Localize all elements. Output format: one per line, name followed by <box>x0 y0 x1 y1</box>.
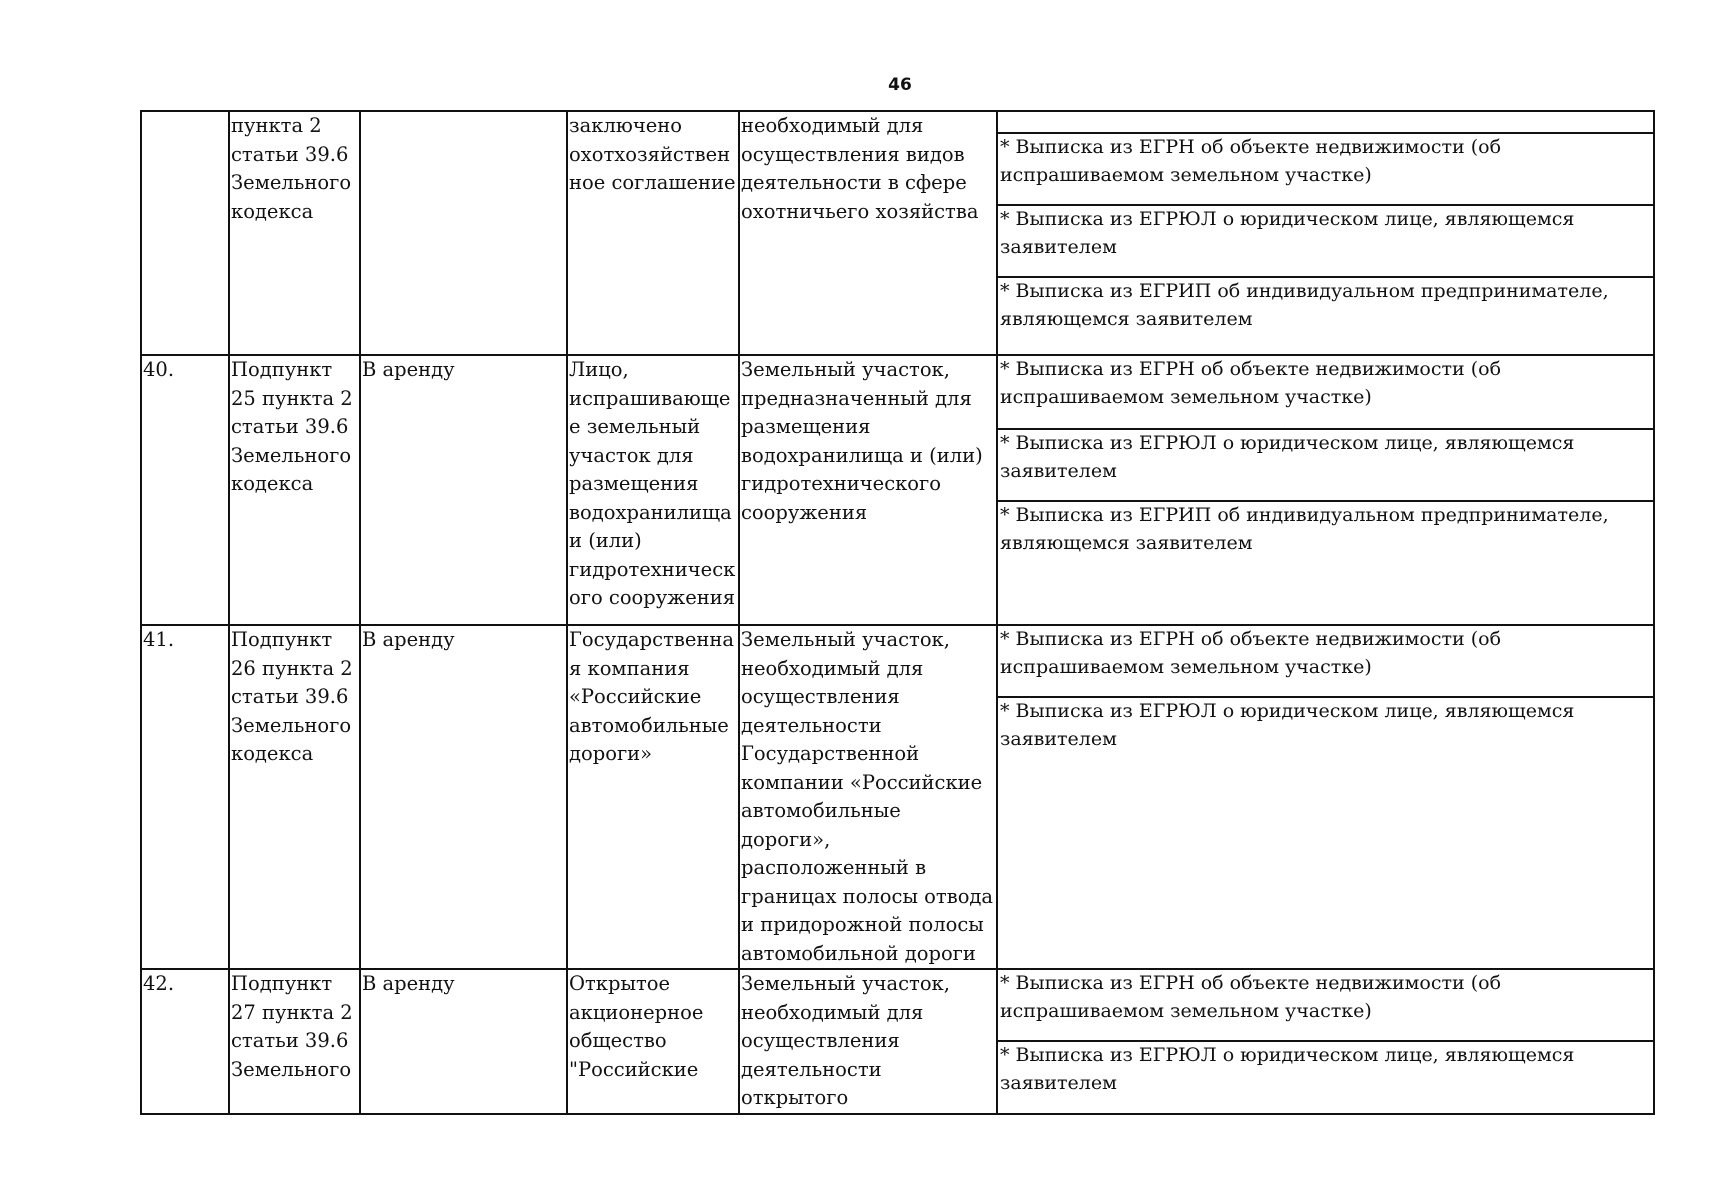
row-number <box>141 111 229 355</box>
document-item: * Выписка из ЕГРН об объекте недвижимости (об испрашиваемом земельном участке) <box>998 132 1653 204</box>
legal-basis: Подпункт 26 пункта 2 статьи 39.6 Земельного кодекса <box>229 625 360 969</box>
document-item: * Выписка из ЕГРИП об индивидуальном предпринимателе, являющемся заявителем <box>998 500 1653 557</box>
legal-basis: Подпункт 27 пункта 2 статьи 39.6 Земельного <box>229 969 360 1114</box>
grant-type: В аренду <box>360 969 567 1114</box>
applicant: Лицо, испрашивающее земельный участок для размещения водохранилища и (или) гидротехнического сооружения <box>567 355 739 625</box>
table-row <box>141 625 1654 969</box>
row-number: 41. <box>141 625 229 969</box>
document-item: * Выписка из ЕГРЮЛ о юридическом лице, являющемся заявителем <box>998 696 1653 753</box>
legal-basis: пункта 2 статьи 39.6 Земельного кодекса <box>229 111 360 355</box>
applicant: Открытое акционерное общество "Российские <box>567 969 739 1114</box>
land-plot: Земельный участок, необходимый для осуществления деятельности открытого <box>739 969 997 1114</box>
land-plot: Земельный участок, предназначенный для размещения водохранилища и (или) гидротехнического сооружения <box>739 355 997 625</box>
land-plot: Земельный участок, необходимый для осуществления деятельности Государственной компании «Российские автомобильные дороги», расположенный в границах полосы отвода и придорожной полосы автомобильной дороги <box>739 625 997 969</box>
document-item: * Выписка из ЕГРИП об индивидуальном предпринимателе, являющемся заявителем <box>998 276 1653 333</box>
document-item: * Выписка из ЕГРН об объекте недвижимости (об испрашиваемом земельном участке) <box>1000 972 1502 1022</box>
grant-type: В аренду <box>360 625 567 969</box>
document-item: * Выписка из ЕГРН об объекте недвижимости (об испрашиваемом земельном участке) <box>1000 628 1502 678</box>
row-number: 42. <box>141 969 229 1114</box>
legal-basis: Подпункт 25 пункта 2 статьи 39.6 Земельного кодекса <box>229 355 360 625</box>
required-documents <box>997 969 1654 1114</box>
required-documents <box>997 355 1654 625</box>
required-documents <box>997 111 1654 355</box>
document-item: * Выписка из ЕГРЮЛ о юридическом лице, являющемся заявителем <box>998 428 1653 500</box>
table-row <box>141 969 1654 1114</box>
table-row <box>141 111 1654 355</box>
document-item <box>998 112 1653 132</box>
applicant: Государственная компания «Российские автомобильные дороги» <box>567 625 739 969</box>
land-plot: необходимый для осуществления видов деятельности в сфере охотничьего хозяйства <box>739 111 997 355</box>
table-row <box>141 355 1654 625</box>
row-number: 40. <box>141 355 229 625</box>
grant-type <box>360 111 567 355</box>
page-number: 46 <box>888 75 912 95</box>
required-documents <box>997 625 1654 969</box>
document-item: * Выписка из ЕГРН об объекте недвижимости (об испрашиваемом земельном участке) <box>1000 358 1502 408</box>
document-item: * Выписка из ЕГРЮЛ о юридическом лице, являющемся заявителем <box>998 1040 1653 1097</box>
document-item: * Выписка из ЕГРЮЛ о юридическом лице, являющемся заявителем <box>998 204 1653 276</box>
registry-table <box>140 110 1655 1115</box>
grant-type: В аренду <box>360 355 567 625</box>
applicant: заключено охотхозяйственное соглашение <box>567 111 739 355</box>
